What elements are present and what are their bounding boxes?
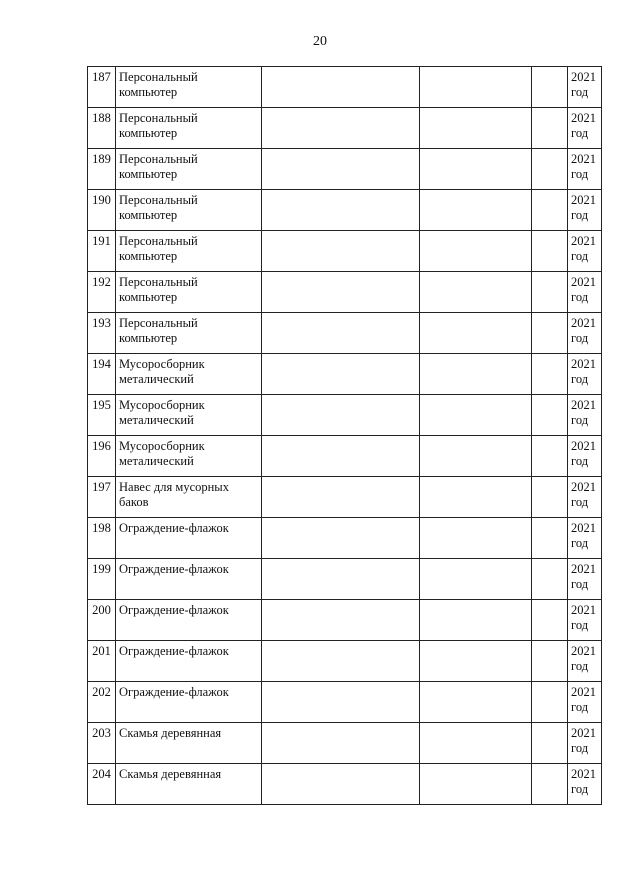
- empty-cell: [420, 764, 532, 805]
- row-year: 2021 год: [568, 108, 602, 149]
- empty-cell: [262, 518, 420, 559]
- row-year: 2021 год: [568, 354, 602, 395]
- item-name: Мусоросборник металический: [116, 395, 262, 436]
- empty-cell: [262, 149, 420, 190]
- item-name: Персональный компьютер: [116, 149, 262, 190]
- item-name: Персональный компьютер: [116, 108, 262, 149]
- row-number: 204: [88, 764, 116, 805]
- table-row: [88, 395, 602, 436]
- item-name: Ограждение-флажок: [116, 682, 262, 723]
- empty-cell: [420, 682, 532, 723]
- empty-cell: [262, 723, 420, 764]
- row-number: 192: [88, 272, 116, 313]
- table-row: [88, 436, 602, 477]
- row-year: 2021 год: [568, 682, 602, 723]
- empty-cell: [262, 354, 420, 395]
- empty-cell: [532, 108, 568, 149]
- row-number: 188: [88, 108, 116, 149]
- empty-cell: [420, 231, 532, 272]
- empty-cell: [262, 559, 420, 600]
- row-number: 187: [88, 67, 116, 108]
- row-year: 2021 год: [568, 395, 602, 436]
- row-year: 2021 год: [568, 231, 602, 272]
- item-name: Навес для мусорных баков: [116, 477, 262, 518]
- empty-cell: [532, 682, 568, 723]
- table-body: [88, 67, 602, 805]
- item-name: Скамья деревянная: [116, 723, 262, 764]
- empty-cell: [532, 518, 568, 559]
- row-year: 2021 год: [568, 67, 602, 108]
- table-row: [88, 559, 602, 600]
- table-row: [88, 149, 602, 190]
- row-year: 2021 год: [568, 149, 602, 190]
- empty-cell: [262, 190, 420, 231]
- table-row: [88, 600, 602, 641]
- empty-cell: [532, 395, 568, 436]
- table-row: [88, 682, 602, 723]
- empty-cell: [420, 313, 532, 354]
- table-row: [88, 108, 602, 149]
- row-number: 194: [88, 354, 116, 395]
- table-row: [88, 477, 602, 518]
- row-number: 200: [88, 600, 116, 641]
- page-number: 20: [313, 34, 327, 49]
- table-row: [88, 518, 602, 559]
- empty-cell: [532, 231, 568, 272]
- empty-cell: [420, 395, 532, 436]
- item-name: Ограждение-флажок: [116, 518, 262, 559]
- empty-cell: [262, 764, 420, 805]
- row-number: 190: [88, 190, 116, 231]
- row-year: 2021 год: [568, 641, 602, 682]
- table-row: [88, 354, 602, 395]
- table-row: [88, 764, 602, 805]
- table-row: [88, 313, 602, 354]
- row-year: 2021 год: [568, 764, 602, 805]
- empty-cell: [532, 641, 568, 682]
- empty-cell: [420, 190, 532, 231]
- empty-cell: [420, 108, 532, 149]
- empty-cell: [532, 354, 568, 395]
- item-name: Ограждение-флажок: [116, 559, 262, 600]
- empty-cell: [532, 272, 568, 313]
- empty-cell: [532, 190, 568, 231]
- row-year: 2021 год: [568, 518, 602, 559]
- row-number: 196: [88, 436, 116, 477]
- table-row: [88, 190, 602, 231]
- empty-cell: [420, 600, 532, 641]
- table-row: [88, 67, 602, 108]
- row-number: 198: [88, 518, 116, 559]
- empty-cell: [420, 436, 532, 477]
- empty-cell: [532, 600, 568, 641]
- empty-cell: [420, 272, 532, 313]
- item-name: Мусоросборник металический: [116, 354, 262, 395]
- row-year: 2021 год: [568, 272, 602, 313]
- item-name: Мусоросборник металический: [116, 436, 262, 477]
- empty-cell: [420, 477, 532, 518]
- empty-cell: [532, 436, 568, 477]
- item-name: Персональный компьютер: [116, 272, 262, 313]
- empty-cell: [420, 149, 532, 190]
- empty-cell: [262, 395, 420, 436]
- empty-cell: [420, 559, 532, 600]
- row-number: 202: [88, 682, 116, 723]
- row-year: 2021 год: [568, 190, 602, 231]
- row-number: 203: [88, 723, 116, 764]
- empty-cell: [532, 764, 568, 805]
- row-year: 2021 год: [568, 313, 602, 354]
- item-name: Персональный компьютер: [116, 67, 262, 108]
- empty-cell: [262, 600, 420, 641]
- row-number: 191: [88, 231, 116, 272]
- item-name: Скамья деревянная: [116, 764, 262, 805]
- empty-cell: [262, 682, 420, 723]
- row-year: 2021 год: [568, 436, 602, 477]
- registry-table: [87, 66, 602, 805]
- empty-cell: [420, 354, 532, 395]
- row-year: 2021 год: [568, 477, 602, 518]
- empty-cell: [420, 67, 532, 108]
- empty-cell: [262, 313, 420, 354]
- empty-cell: [532, 149, 568, 190]
- item-name: Персональный компьютер: [116, 190, 262, 231]
- empty-cell: [262, 436, 420, 477]
- row-number: 193: [88, 313, 116, 354]
- row-number: 199: [88, 559, 116, 600]
- row-number: 201: [88, 641, 116, 682]
- empty-cell: [532, 313, 568, 354]
- table-row: [88, 723, 602, 764]
- table-row: [88, 272, 602, 313]
- empty-cell: [262, 641, 420, 682]
- empty-cell: [262, 67, 420, 108]
- empty-cell: [532, 477, 568, 518]
- empty-cell: [262, 108, 420, 149]
- row-year: 2021 год: [568, 559, 602, 600]
- table-row: [88, 231, 602, 272]
- empty-cell: [420, 518, 532, 559]
- item-name: Ограждение-флажок: [116, 641, 262, 682]
- empty-cell: [262, 272, 420, 313]
- row-year: 2021 год: [568, 723, 602, 764]
- item-name: Персональный компьютер: [116, 313, 262, 354]
- empty-cell: [532, 723, 568, 764]
- empty-cell: [262, 231, 420, 272]
- empty-cell: [532, 559, 568, 600]
- row-number: 195: [88, 395, 116, 436]
- empty-cell: [262, 477, 420, 518]
- item-name: Ограждение-флажок: [116, 600, 262, 641]
- empty-cell: [420, 641, 532, 682]
- empty-cell: [420, 723, 532, 764]
- row-year: 2021 год: [568, 600, 602, 641]
- row-number: 197: [88, 477, 116, 518]
- row-number: 189: [88, 149, 116, 190]
- empty-cell: [532, 67, 568, 108]
- table-row: [88, 641, 602, 682]
- item-name: Персональный компьютер: [116, 231, 262, 272]
